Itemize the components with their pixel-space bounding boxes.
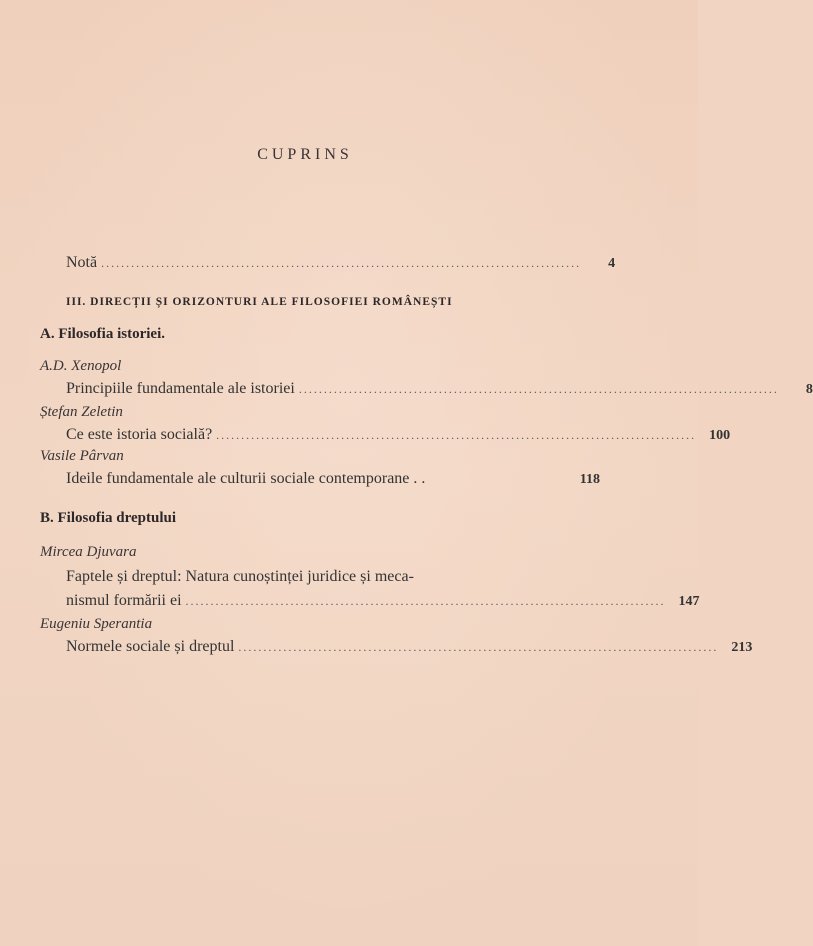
toc-page-number: 4 bbox=[608, 256, 616, 271]
toc-page-number: 8 bbox=[805, 382, 813, 397]
toc-page-number: 147 bbox=[678, 594, 700, 609]
toc-entry bbox=[66, 592, 700, 610]
page-title: CUPRINS bbox=[257, 146, 353, 163]
toc-entry-title-line1: Faptele și dreptul: Natura cunoștinței juridice și meca- bbox=[66, 568, 414, 585]
toc-page-number: 100 bbox=[709, 428, 731, 443]
toc-entry bbox=[66, 380, 813, 398]
toc-author: A.D. Xenopol bbox=[40, 358, 122, 374]
toc-leader-dots: ................................................................................................ bbox=[216, 428, 697, 442]
toc-author: Eugeniu Sperantia bbox=[40, 616, 153, 632]
toc-entry bbox=[66, 470, 600, 488]
section-heading-a: A. Filosofia istoriei. bbox=[40, 326, 165, 342]
toc-author: Mircea Djuvara bbox=[40, 544, 137, 560]
toc-entry bbox=[66, 638, 753, 656]
part-heading: III. DIRECȚII ȘI ORIZONTURI ALE FILOSOFIEI ROMÂNEȘTI bbox=[66, 296, 453, 308]
toc-page-number: 213 bbox=[731, 640, 753, 655]
toc-entry-title: Normele sociale și dreptul bbox=[66, 638, 235, 655]
toc-author: Ștefan Zeletin bbox=[40, 404, 123, 420]
toc-entry-label: Notă bbox=[66, 254, 98, 271]
toc-entry-title: Ideile fundamentale ale culturii sociale contemporane . . bbox=[66, 470, 426, 487]
toc-entry-title-line2: nismul formării ei bbox=[66, 592, 182, 609]
toc-leader-dots: ................................................................................................ bbox=[101, 256, 582, 270]
section-heading-b: B. Filosofia dreptului bbox=[40, 510, 176, 526]
toc-entry-note bbox=[66, 254, 616, 272]
toc-entry-title: Ce este istoria socială? bbox=[66, 426, 213, 443]
toc-author: Vasile Pârvan bbox=[40, 448, 124, 464]
toc-leader-dots: ................................................................................................ bbox=[185, 594, 666, 608]
toc-leader-dots: ................................................................................................ bbox=[298, 382, 779, 396]
toc-entry-title: Principiile fundamentale ale istoriei bbox=[66, 380, 295, 397]
toc-page-number: 118 bbox=[579, 472, 600, 487]
toc-entry bbox=[66, 426, 731, 444]
toc-leader-dots: ................................................................................................ bbox=[238, 640, 719, 654]
